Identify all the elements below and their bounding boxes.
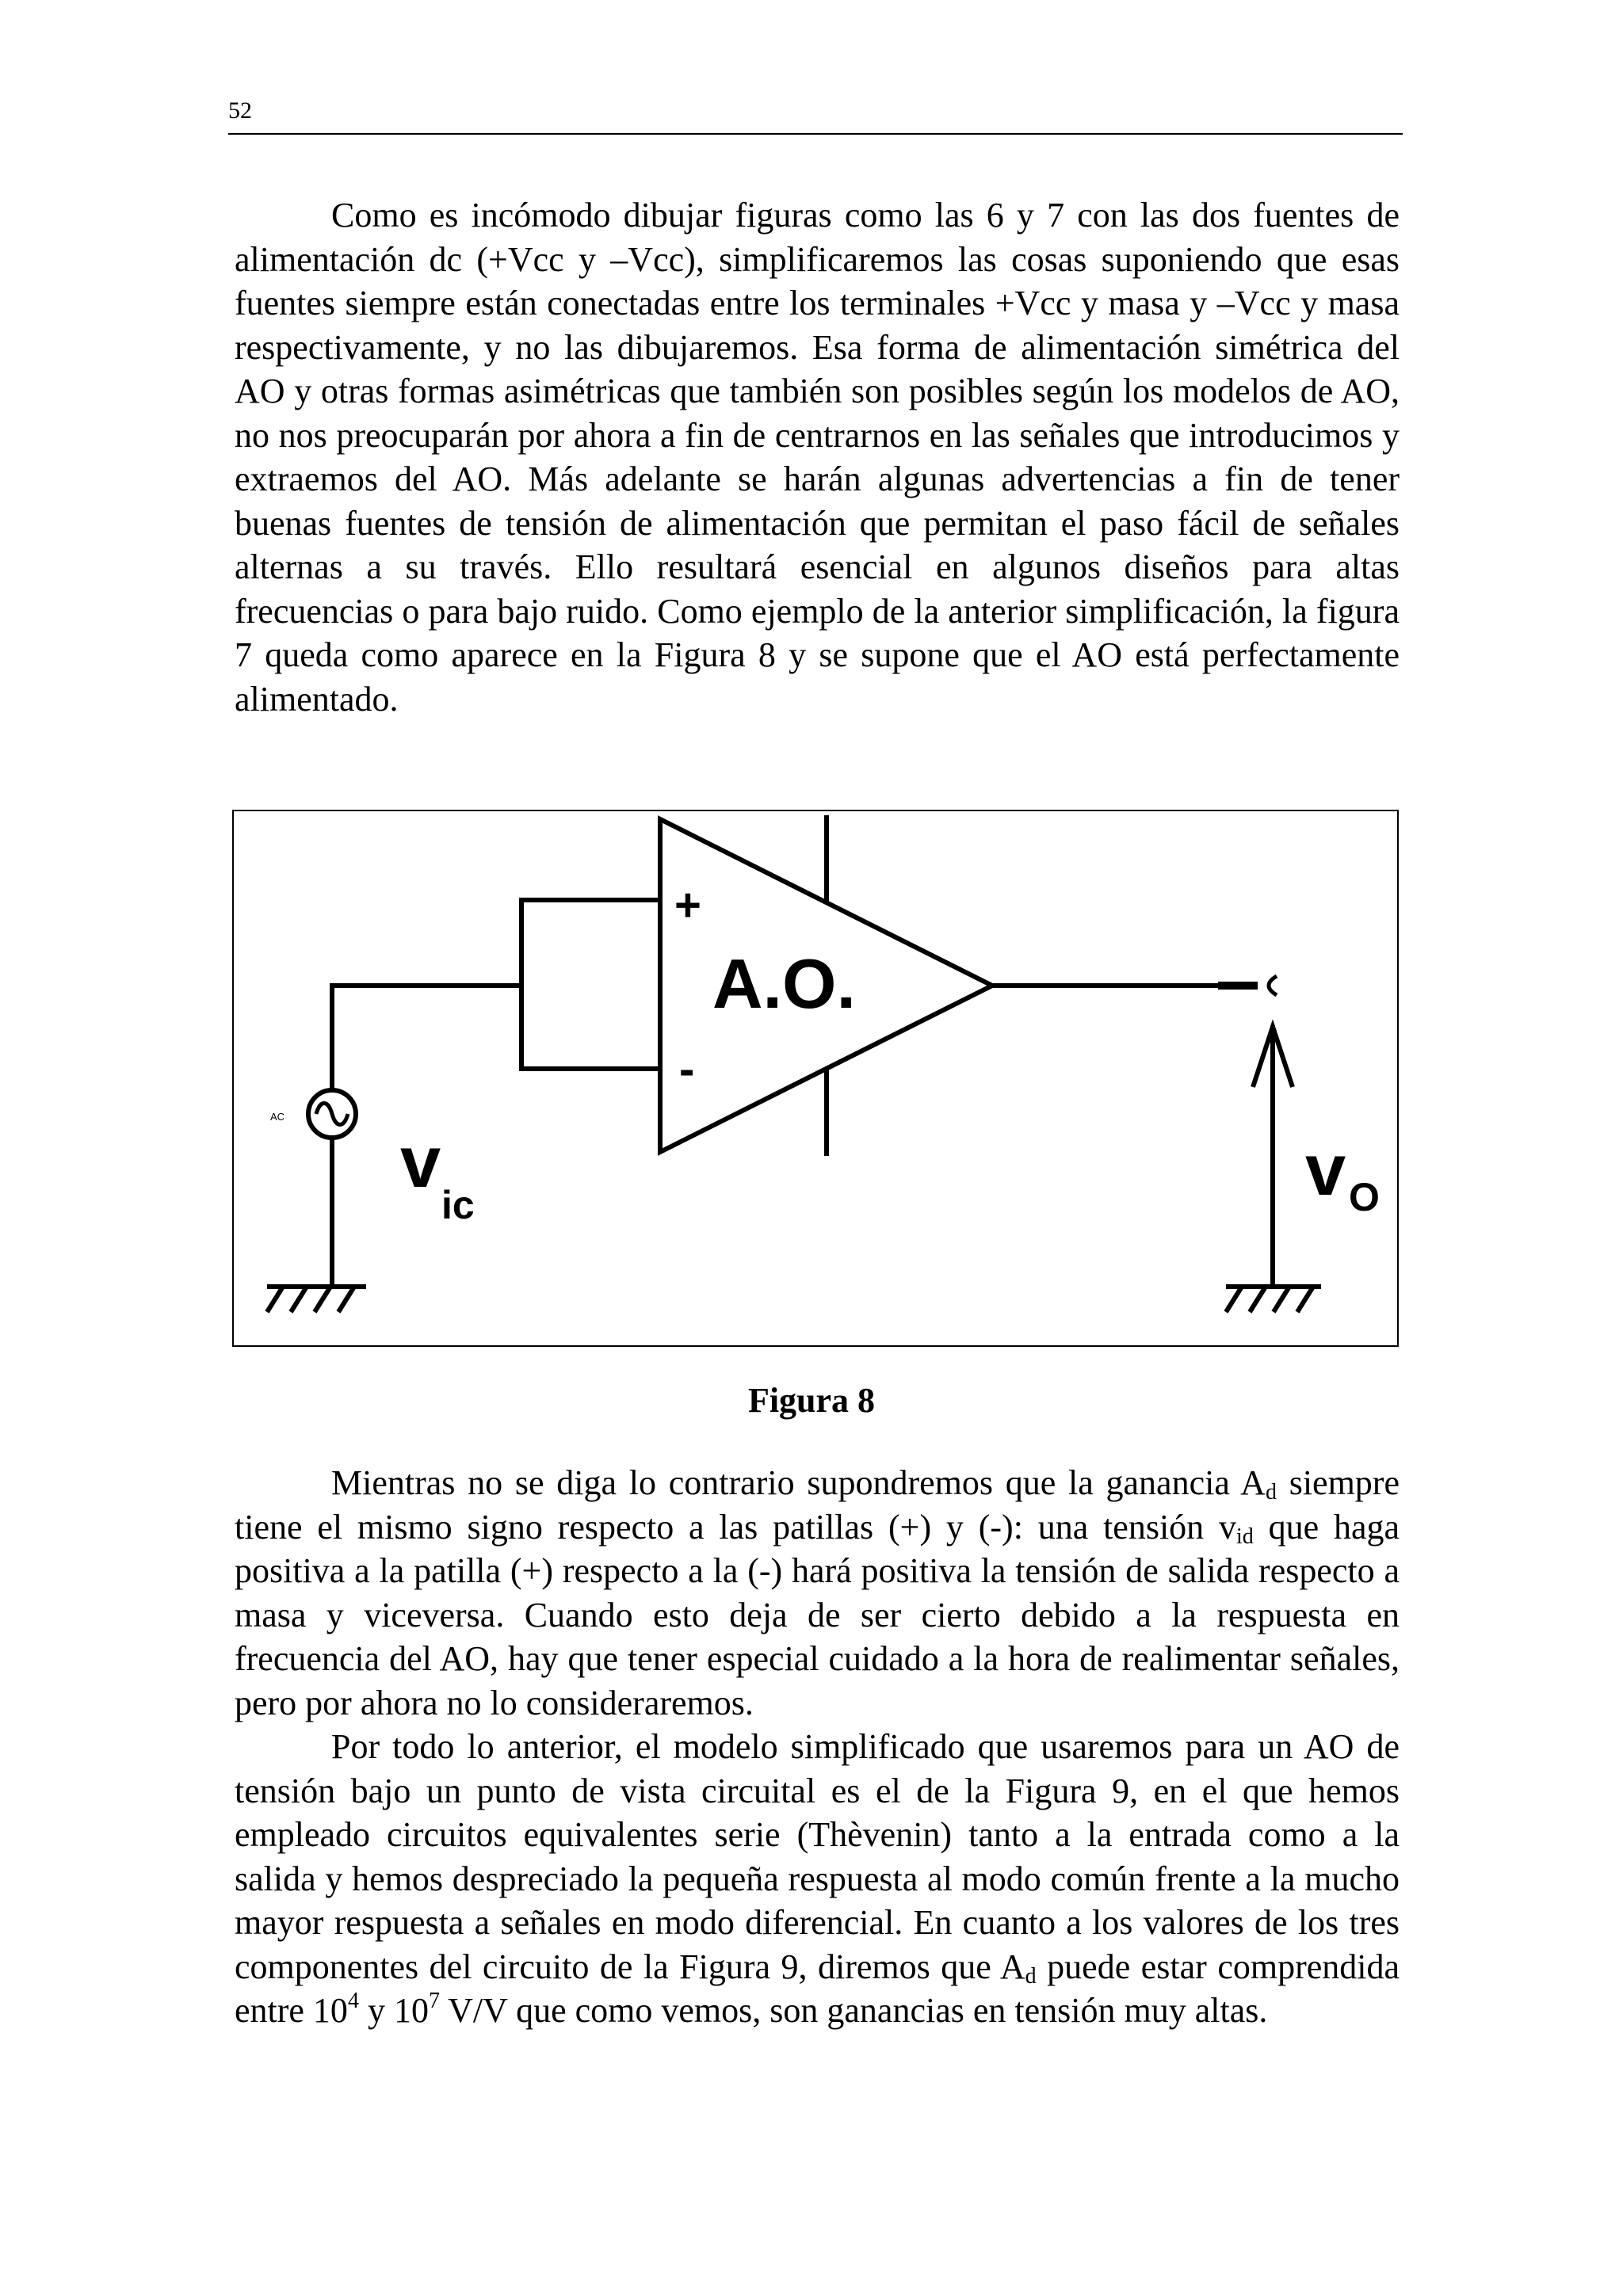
p3-sup-7: 7 [428,1989,440,2013]
p2-text-a: Mientras no se diga lo contrario supondremos que la ganancia A [331,1463,1266,1502]
paragraph-1: Como es incómodo dibujar figuras como las 6 y 7 con las dos fuentes de alimentación dc (+Vcc y –Vcc), simplificaremos las cosas suponiendo que esas fuentes siempre están conectadas entre los terminales +Vcc y masa y –Vcc y masa respectivamente, y no las dibujaremos. Esa forma de alimentación simétrica del AO y otras formas asimétricas que también son posibles según los modelos de AO, no nos preocuparán por ahora a fin de centrarnos en las señales que introducimos y extraemos del AO. Más adelante se harán algunas advertencias a fin de tener buenas fuentes de tensión de alimentación que permitan el paso fácil de señales alternas a su través. Ello resultará esencial en algunos diseños para altas frecuencias o para bajo ruido. Como ejemplo de la anterior simplificación, la figura 7 queda como aparece en la Figura 8 y se supone que el AO está perfectamente alimentado. [235,196,1400,719]
circuit-diagram [234,811,1397,1345]
p3-sub-d: d [1025,1963,1037,1989]
vo-label-sub: O [1349,1175,1380,1219]
minus-input-label: - [679,1043,695,1095]
p3-text-b: puede estar comprendida entre 10 [235,1947,1400,2030]
page-number: 52 [228,97,252,124]
p2-text-b: siempre tiene el mismo signo respecto a las patillas (+) y (-): una tensión v [235,1463,1400,1547]
ground-icon-right [1226,1287,1321,1312]
figure-caption: Figura 8 [747,1381,876,1420]
opamp-label: A.O. [712,944,856,1023]
source-top-wire [332,986,521,1090]
p3-text-a: Por todo lo anterior, el modelo simplificado que usaremos para un AO de tensión bajo un punto de vista circuital es el de la Figura 9, en el que hemos empleado circuitos equivalentes serie (Thèvenin) tanto a la entrada como a la salida y hemos despreciado la pequeña respuesta al modo común frente a la mucho mayor respuesta a señales en modo diferencial. En cuanto a los valores de los tres componentes del circuito de la Figura 9, diremos que A [235,1727,1400,1986]
p3-text-d: V/V que como vemos, son ganancias en tensión muy altas. [439,1991,1268,2030]
paragraph-2 [235,1461,1400,1725]
sine-wave-icon [316,1104,348,1125]
output-terminal-icon [1269,976,1277,995]
plus-input-label: + [674,879,701,931]
ac-source-tag: AC [270,1111,285,1123]
paragraph-group-2 [235,1461,1400,2033]
p3-sup-4: 4 [347,1989,359,2013]
p3-text-c: y 10 [358,1991,429,2030]
ground-icon-left [267,1287,366,1312]
paragraph-3 [235,1725,1400,2033]
vic-label-sub: ic [441,1183,475,1227]
input-tie-wire [521,900,660,1069]
vo-label-main: v [1305,1130,1346,1211]
p2-text-c: que haga positiva a la patilla (+) respecto a la (-) hará positiva la tensión de salida respecto a masa y viceversa. Cuando esto deja de ser cierto debido a la respuesta en frecuencia del AO, hay que tener especial cuidado a la hora de realimentar señales, pero por ahora no lo consideraremos. [235,1507,1400,1722]
figure-8-circuit [232,810,1399,1347]
p2-sub-id: id [1236,1524,1254,1549]
paragraph-intro [235,193,1400,721]
vic-label-main: v [400,1122,441,1203]
page-header [228,93,1403,135]
p2-sub-d: d [1265,1480,1277,1505]
